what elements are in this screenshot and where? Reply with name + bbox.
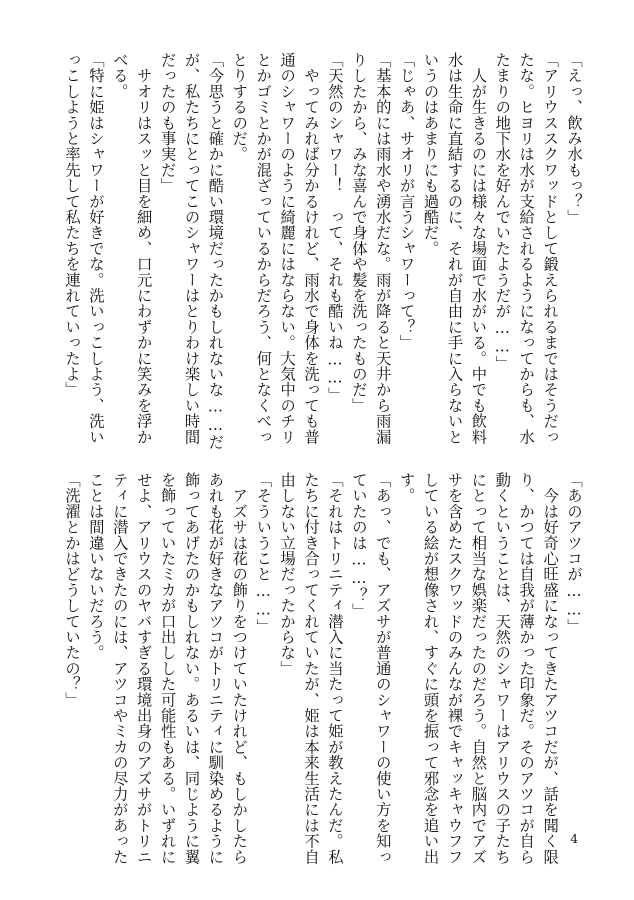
text-line: とかゴミとかが混ざっているからだろう、何となくべっ [254,52,273,445]
text-line: 動くということは、天然のシャワーはアリウスの子たち [493,472,512,865]
text-column-bottom [62,472,585,865]
text-line: べる。 [110,52,129,100]
text-line: す。 [397,472,416,504]
text-line: 「アリウススクワッドとして鍛えられるまではそうだっ [541,52,560,445]
text-line: 「特に姫はシャワーが好きでな。洗いっこしよう、洗い [86,52,105,445]
text-line: やってみれば分かるけれど、雨水で身体を洗っても普 [302,52,321,445]
text-line: りしたから、みな喜んで身体や髪を洗ったものだ」 [349,52,368,414]
text-line: せよ、アリウスのヤバすぎる環境出身のアズサがトリニ [134,472,153,865]
text-line: あれも花が好きなアツコがトリニティに馴染めるように [206,472,225,865]
text-line: ティに潜入できたのには、アツコやミカの尽力があった [110,472,129,865]
text-line: にとって相当な娯楽だったのだろう。自然と脳内でアズ [469,472,488,865]
text-line: ことは間違いないだろう。 [86,472,105,661]
text-line: 「それはトリニティ潜入に当たって姫が教えたんだ。私 [325,472,344,865]
text-line: 「じゃあ、サオリが言うシャワーって？」 [397,52,416,351]
text-line: 「そういうこと……」 [254,472,273,635]
text-line: 「今思うと確かに酷い環境だったかもしれないな……だ [206,52,225,450]
text-line: り、かつては自我が薄かった印象だ。そのアツコが自ら [517,472,536,865]
text-line: 「あっ、でも、アズサが普通のシャワーの使い方を知っ [373,472,392,865]
text-line: いうのはあまりにも過酷だ。 [421,52,440,257]
text-line: 今は好奇心旺盛になってきたアツコだが、話を聞く限 [541,472,560,865]
text-line: たな。ヒヨリは水が支給されるようになってからも、水 [517,52,536,445]
text-line: だったのも事実だ」 [158,52,177,194]
text-line: 人が生きるのには様々な場面で水がいる。中でも飲料 [469,52,488,445]
text-line: 「洗濯とかはどうしていたの？」 [62,472,81,708]
text-line: 「天然のシャワー！ って、それも酷いね……」 [325,52,344,403]
text-line: とりするのだ。 [230,52,249,162]
text-line: っこしようと率先して私たちを連れていったよ」 [62,52,81,398]
text-line: している絵が想像され、すぐに頭を振って邪念を追い出 [421,472,440,865]
text-line: が、私たちにとってこのシャワーはとりわけ楽しい時間 [182,52,201,445]
text-line: アズサは花の飾りをつけていたけれど、もしかしたら [230,472,249,865]
text-line: 由しない立場だったからな」 [278,472,297,677]
text-line: サを含めたスクワッドのみんなが裸でキャッキャウフフ [445,472,464,865]
text-line: ていたのは……？」 [349,472,368,619]
text-line: サオリはスッと目を細め、口元にわずかに笑みを浮か [134,52,153,445]
text-line: 飾ってあげたのかもしれない。あるいは、同じように翼 [182,472,201,865]
text-line: 通のシャワーのように綺麗にはならない。大気中のチリ [278,52,297,445]
text-line: 「基本的には雨水や湧水だな。雨が降ると天井から雨漏 [373,52,392,445]
text-line: 「えっ、飲み水もっ？」 [565,52,583,225]
page-number: 4 [570,832,578,846]
text-line: 水は生命に直結するのに、それが自由に手に入らないと [445,52,464,445]
text-line: たちに付き合ってくれていたが、姫は本来生活には不自 [302,472,321,865]
text-line: を飾っていたミカが口出しした可能性もある。いずれに [158,472,177,865]
text-column-top [62,52,585,450]
text-line: 「あのアツコが……」 [565,472,583,635]
text-line: たまりの地下水を好んでいたようだが……」 [493,52,512,372]
